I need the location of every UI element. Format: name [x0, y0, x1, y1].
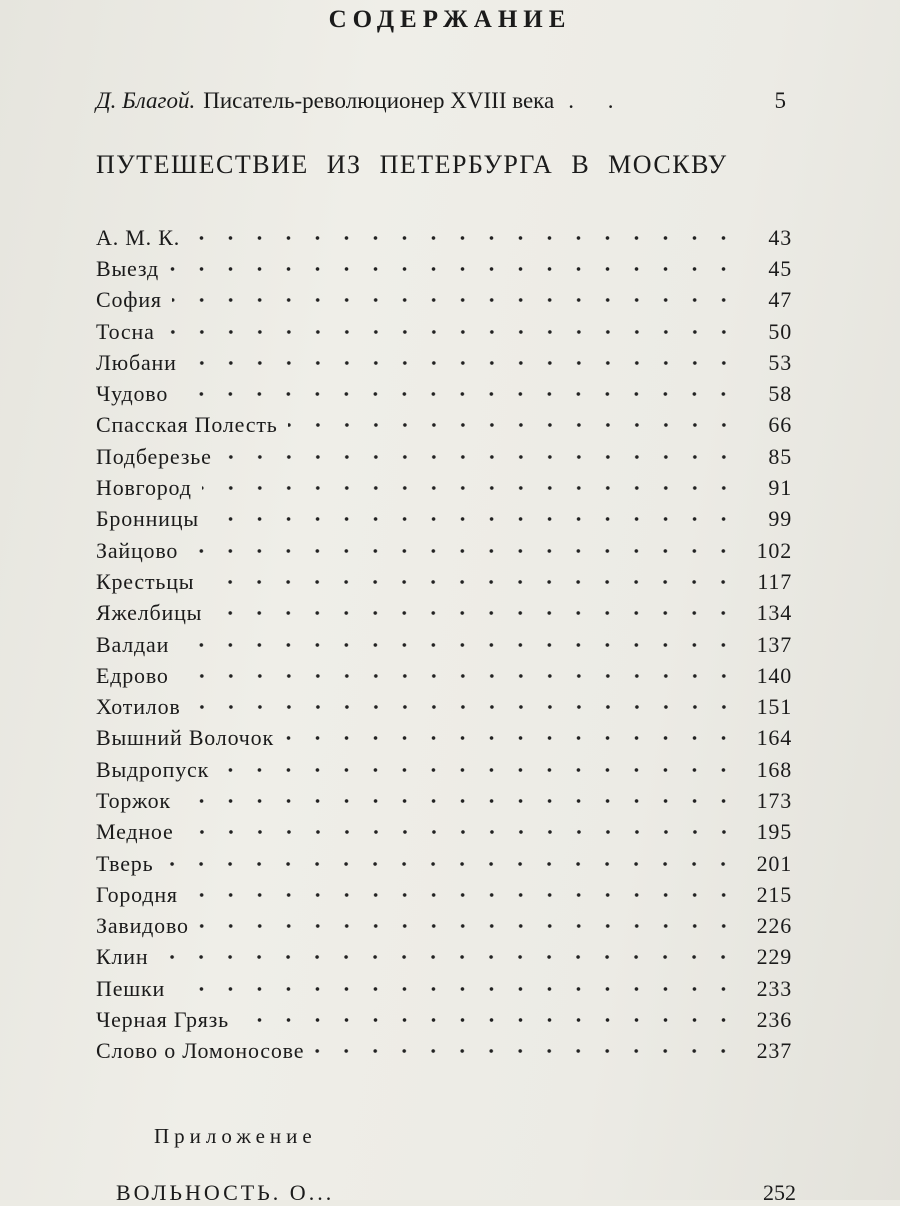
- toc-entry-page-number: 226: [756, 913, 792, 939]
- toc-entry-page-number: 58: [768, 381, 792, 407]
- toc-entry-title: Новгород: [96, 475, 192, 501]
- toc-entry: [96, 253, 792, 284]
- toc-entry: [96, 378, 792, 409]
- dot-leader: [284, 727, 738, 749]
- toc-entry: [96, 1004, 792, 1035]
- toc-entry-title: Вышний Волочок: [96, 725, 274, 751]
- toc-entry: [96, 472, 792, 503]
- dot-leader: [209, 508, 738, 530]
- toc-entry-page-number: 201: [756, 850, 792, 876]
- toc-entry-title: Тосна: [96, 318, 155, 344]
- toc-entry-title: А. М. К.: [96, 224, 181, 250]
- dot-leader: [172, 289, 738, 311]
- toc-entry: [96, 504, 792, 535]
- next-entry-page: 252: [763, 1180, 796, 1205]
- toc-entry: [96, 911, 792, 942]
- toc-entry: [96, 754, 792, 785]
- page-heading: СОДЕРЖАНИЕ: [328, 6, 572, 33]
- toc-entry-page-number: 102: [756, 537, 792, 563]
- toc-entry: [96, 285, 792, 316]
- toc-entry-title: Медное: [96, 819, 174, 845]
- toc-entry-page-number: 236: [756, 1007, 792, 1033]
- next-entry: [116, 1180, 796, 1206]
- toc-entry: [96, 660, 792, 691]
- toc-entry: [96, 347, 792, 378]
- toc-entry-page-number: 137: [756, 631, 792, 657]
- dot-leader: [190, 227, 738, 249]
- toc-entry-page-number: 151: [756, 694, 792, 720]
- toc-entry-page-number: 233: [756, 975, 792, 1001]
- dot-leader: [169, 258, 738, 280]
- dot-leader: [204, 571, 738, 593]
- toc-entry-page-number: 47: [768, 287, 792, 313]
- toc-entry-page-number: 173: [756, 787, 792, 813]
- toc-list: [96, 222, 792, 1067]
- toc-entry: [96, 1036, 792, 1067]
- toc-entry-title: Любани: [96, 349, 177, 375]
- toc-entry: [96, 973, 792, 1004]
- toc-entry: [96, 316, 792, 347]
- toc-entry-title: Зайцово: [96, 537, 179, 563]
- toc-entry-title: София: [96, 287, 162, 313]
- toc-entry-page-number: 45: [768, 255, 792, 281]
- toc-entry: [96, 848, 792, 879]
- dot-leader: [314, 1040, 738, 1062]
- preface-dots: . .: [568, 88, 628, 113]
- toc-entry-page-number: 134: [756, 600, 792, 626]
- toc-entry-title: Чудово: [96, 381, 169, 407]
- dot-leader: [188, 884, 738, 906]
- preface-page-number: 5: [774, 88, 786, 113]
- toc-entry-page-number: 43: [768, 224, 792, 250]
- toc-entry-page-number: 117: [757, 568, 792, 594]
- toc-entry-title: Клин: [96, 944, 149, 970]
- dot-leader: [178, 383, 738, 405]
- dot-leader: [184, 821, 738, 843]
- toc-entry-title: Завидово: [96, 913, 189, 939]
- toc-entry-title: Едрово: [96, 662, 169, 688]
- dot-leader: [191, 696, 738, 718]
- dot-leader: [239, 1009, 738, 1031]
- next-entry-title: ВОЛЬНОСТЬ. О...: [116, 1180, 335, 1205]
- toc-entry: [96, 566, 792, 597]
- dot-leader: [187, 352, 738, 374]
- toc-entry-page-number: 164: [756, 725, 792, 751]
- dot-leader: [188, 540, 738, 562]
- toc-entry-page-number: 53: [768, 349, 792, 375]
- toc-entry-page-number: 229: [756, 944, 792, 970]
- toc-entry-title: Городня: [96, 881, 178, 907]
- dot-leader: [165, 321, 738, 343]
- toc-entry: [96, 942, 792, 973]
- toc-entry-title: Яжелбицы: [96, 600, 203, 626]
- toc-entry-title: Бронницы: [96, 506, 199, 532]
- toc-entry: [96, 535, 792, 566]
- toc-entry: [96, 629, 792, 660]
- preface-entry: [96, 88, 786, 114]
- toc-entry-page-number: 237: [756, 1038, 792, 1064]
- toc-entry-page-number: 99: [768, 506, 792, 532]
- toc-entry: [96, 817, 792, 848]
- toc-entry-page-number: 66: [768, 412, 792, 438]
- dot-leader: [158, 946, 738, 968]
- toc-entry-page-number: 91: [768, 475, 792, 501]
- toc-entry: [96, 691, 792, 722]
- toc-entry-title: Спасская Полесть: [96, 412, 278, 438]
- toc-entry: [96, 723, 792, 754]
- toc-entry-title: Пешки: [96, 975, 166, 1001]
- toc-entry-page-number: 85: [768, 443, 792, 469]
- toc-entry: [96, 598, 792, 629]
- toc-entry-page-number: 140: [756, 662, 792, 688]
- dot-leader: [179, 634, 738, 656]
- appendix-label: Приложение: [154, 1124, 317, 1148]
- toc-entry-page-number: 195: [756, 819, 792, 845]
- preface-title: Писатель-революционер XVIII века: [203, 88, 555, 113]
- toc-entry-title: Торжок: [96, 787, 171, 813]
- toc-entry-title: Выдропуск: [96, 756, 210, 782]
- toc-entry-title: Выезд: [96, 255, 159, 281]
- dot-leader: [179, 665, 738, 687]
- dot-leader: [222, 446, 738, 468]
- toc-entry-title: Хотилов: [96, 694, 181, 720]
- toc-entry: [96, 785, 792, 816]
- dot-leader: [288, 414, 738, 436]
- dot-leader: [202, 477, 738, 499]
- dot-leader: [212, 602, 738, 624]
- toc-entry-page-number: 50: [768, 318, 792, 344]
- toc-entry-title: Валдаи: [96, 631, 170, 657]
- dot-leader: [199, 915, 738, 937]
- toc-entry: [96, 222, 792, 253]
- dot-leader: [163, 853, 738, 875]
- toc-entry: [96, 410, 792, 441]
- toc-entry-page-number: 215: [756, 881, 792, 907]
- toc-entry-page-number: 168: [756, 756, 792, 782]
- section-title: ПУТЕШЕСТВИЕ ИЗ ПЕТЕРБУРГА В МОСКВУ: [96, 150, 728, 179]
- toc-entry: [96, 441, 792, 472]
- toc-entry-title: Слово о Ломоносове: [96, 1038, 305, 1064]
- preface-author: Д. Благой.: [96, 88, 196, 113]
- dot-leader: [181, 790, 738, 812]
- dot-leader: [175, 978, 738, 1000]
- toc-entry-title: Тверь: [96, 850, 154, 876]
- toc-entry-title: Черная Грязь: [96, 1007, 229, 1033]
- toc-entry-title: Подберезье: [96, 443, 212, 469]
- dot-leader: [219, 759, 738, 781]
- toc-entry: [96, 879, 792, 910]
- toc-entry-title: Крестьцы: [96, 568, 195, 594]
